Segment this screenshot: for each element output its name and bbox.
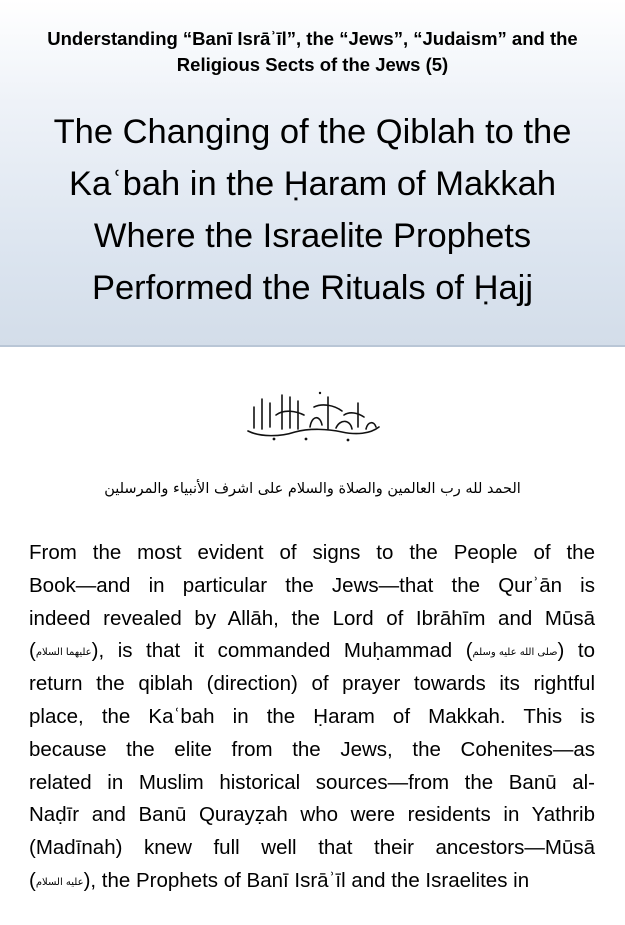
title-line: Where the Israelite Prophets [93, 217, 532, 255]
text-fragment: ), is that it commanded Muḥammad ( [91, 639, 473, 663]
salutation-sallallahu: صلى الله عليه وسلم [472, 647, 558, 659]
text-fragment: ), the Prophets of Banī Isrāʾīl and the Israelites in [83, 868, 530, 892]
body-paragraph [29, 537, 595, 898]
text-fragment: ( [29, 639, 36, 663]
header-banner [0, 0, 625, 347]
text-line: Naḍīr and Banū Qurayẓah who were residents in Yathrib [29, 803, 595, 827]
text-line: From the most evident of signs to the People of the [29, 541, 595, 564]
title-line: The Changing of the Qiblah to the [53, 113, 572, 151]
text-line: Book—and in particular the Jews—that the Qurʾān is [29, 573, 595, 597]
bismillah-calligraphy [240, 385, 385, 445]
text-line: because the elite from the Jews, the Cohenites—as [29, 737, 595, 761]
text-line: related in Muslim historical sources—from the Banū al- [29, 770, 595, 794]
title-line: Performed the Rituals of Ḥajj [91, 269, 534, 307]
bismillah-calligraphy-icon [240, 385, 385, 445]
series-title [10, 26, 615, 78]
text-fragment: ) to [557, 639, 595, 663]
series-title-line: Understanding “Banī Isrāʾīl”, the “Jews”, “Judaism” and the [47, 28, 578, 49]
salutation-alayhi: عليه السلام [35, 876, 84, 888]
text-line [29, 865, 595, 898]
series-title-line: Religious Sects of the Jews (5) [176, 54, 449, 75]
text-line [29, 635, 595, 668]
text-line: (Madīnah) knew full well that their ancestors—Mūsā [29, 836, 595, 860]
salutation-alayhima: عليهما السلام [35, 647, 92, 659]
arabic-invocation: الحمد لله رب العالمين والصلاة والسلام على اشرف الأنبياء والمرسلين [104, 481, 521, 497]
text-line: return the qiblah (direction) of prayer towards its rightful [29, 672, 595, 696]
page-title [10, 106, 615, 314]
text-line: indeed revealed by Allāh, the Lord of Ibrāhīm and Mūsā [29, 606, 595, 630]
text-line: place, the Kaʿbah in the Ḥaram of Makkah. This is [29, 704, 595, 728]
title-line: Kaʿbah in the Ḥaram of Makkah [68, 165, 557, 203]
text-fragment: ( [29, 868, 36, 892]
